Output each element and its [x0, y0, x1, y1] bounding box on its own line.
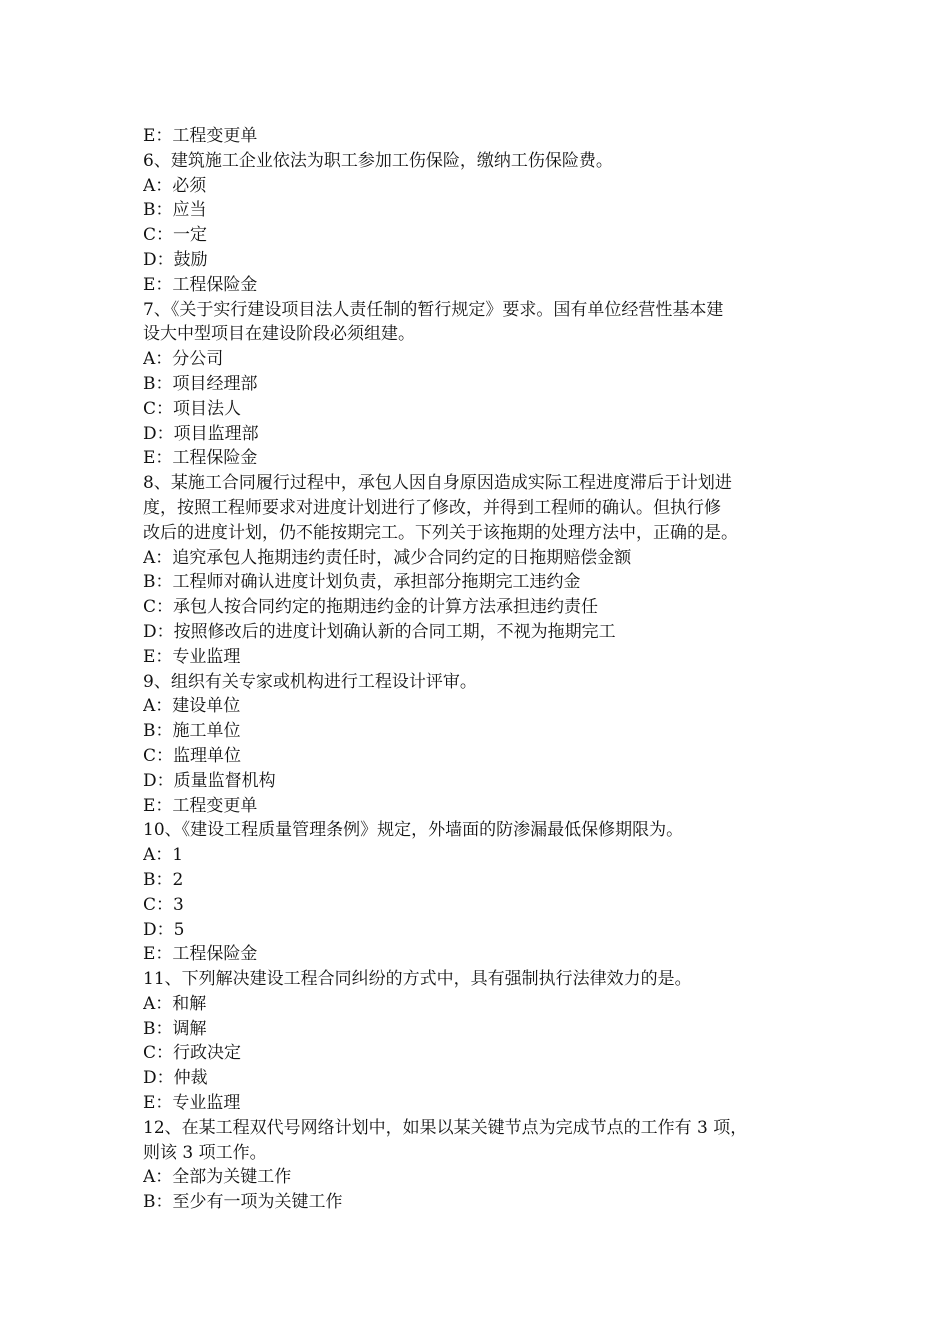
- option-b: B：应当: [143, 200, 207, 221]
- option-c: C：项目法人: [143, 398, 242, 419]
- option-e: E：工程保险金: [143, 944, 258, 965]
- option-e: E：工程保险金: [143, 274, 258, 295]
- document-body: [143, 124, 810, 1215]
- option-d: D：5: [143, 919, 185, 940]
- option-b: B：项目经理部: [143, 373, 258, 394]
- option-a: A：分公司: [143, 349, 224, 370]
- option-e: E：专业监理: [143, 1093, 241, 1114]
- question-7-line-1: 7、《关于实行建设项目法人责任制的暂行规定》要求。国有单位经营性基本建: [143, 299, 724, 320]
- question-12-line-1: 12、在某工程双代号网络计划中，如果以某关键节点为完成节点的工作有 3 项，: [143, 1117, 748, 1138]
- option-a: A：建设单位: [143, 696, 241, 717]
- option-d: D：仲裁: [143, 1068, 208, 1089]
- question-12-line-2: 则该 3 项工作。: [143, 1142, 267, 1163]
- option-c: C：一定: [143, 225, 208, 246]
- option-e: E：工程变更单: [143, 795, 258, 816]
- option-e: E：工程保险金: [143, 448, 258, 469]
- option-a: A：和解: [143, 993, 207, 1014]
- option-a: A：1: [143, 845, 184, 866]
- option-d: D：按照修改后的进度计划确认新的合同工期，不视为拖期完工: [143, 621, 616, 642]
- option-b: B：至少有一项为关键工作: [143, 1192, 343, 1213]
- option-c: C：3: [143, 894, 184, 915]
- option-a: A：全部为关键工作: [143, 1167, 292, 1188]
- option-a: A：追究承包人拖期违约责任时，减少合同约定的日拖期赔偿金额: [143, 547, 632, 568]
- option-e: E：专业监理: [143, 646, 241, 667]
- option-b: B：调解: [143, 1018, 207, 1039]
- option-b: B：工程师对确认进度计划负责，承担部分拖期完工违约金: [143, 572, 581, 593]
- option-d: D：项目监理部: [143, 423, 259, 444]
- question-10: 10、《建设工程质量管理条例》规定，外墙面的防渗漏最低保修期限为。: [143, 820, 684, 841]
- question-9: 9、组织有关专家或机构进行工程设计评审。: [143, 671, 477, 692]
- option-d: D：质量监督机构: [143, 770, 276, 791]
- question-6: 6、建筑施工企业依法为职工参加工伤保险，缴纳工伤保险费。: [143, 150, 613, 171]
- option-b: B：2: [143, 869, 184, 890]
- option-c: C：行政决定: [143, 1043, 242, 1064]
- option-b: B：施工单位: [143, 721, 241, 742]
- question-8-line-1: 8、某施工合同履行过程中，承包人因自身原因造成实际工程进度滞后于计划进: [143, 473, 732, 494]
- question-11: 11、下列解决建设工程合同纠纷的方式中，具有强制执行法律效力的是。: [143, 969, 692, 990]
- question-8-line-2: 度，按照工程师要求对进度计划进行了修改，并得到工程师的确认。但执行修: [143, 497, 721, 518]
- option-d: D：鼓励: [143, 249, 208, 270]
- question-7-line-2: 设大中型项目在建设阶段必须组建。: [143, 324, 415, 345]
- option-c: C：监理单位: [143, 745, 242, 766]
- option-e: E：工程变更单: [143, 126, 258, 146]
- option-a: A：必须: [143, 175, 207, 196]
- question-8-line-3: 改后的进度计划，仍不能按期完工。下列关于该拖期的处理方法中，正确的是。: [143, 522, 738, 543]
- option-c: C：承包人按合同约定的拖期违约金的计算方法承担违约责任: [143, 597, 599, 618]
